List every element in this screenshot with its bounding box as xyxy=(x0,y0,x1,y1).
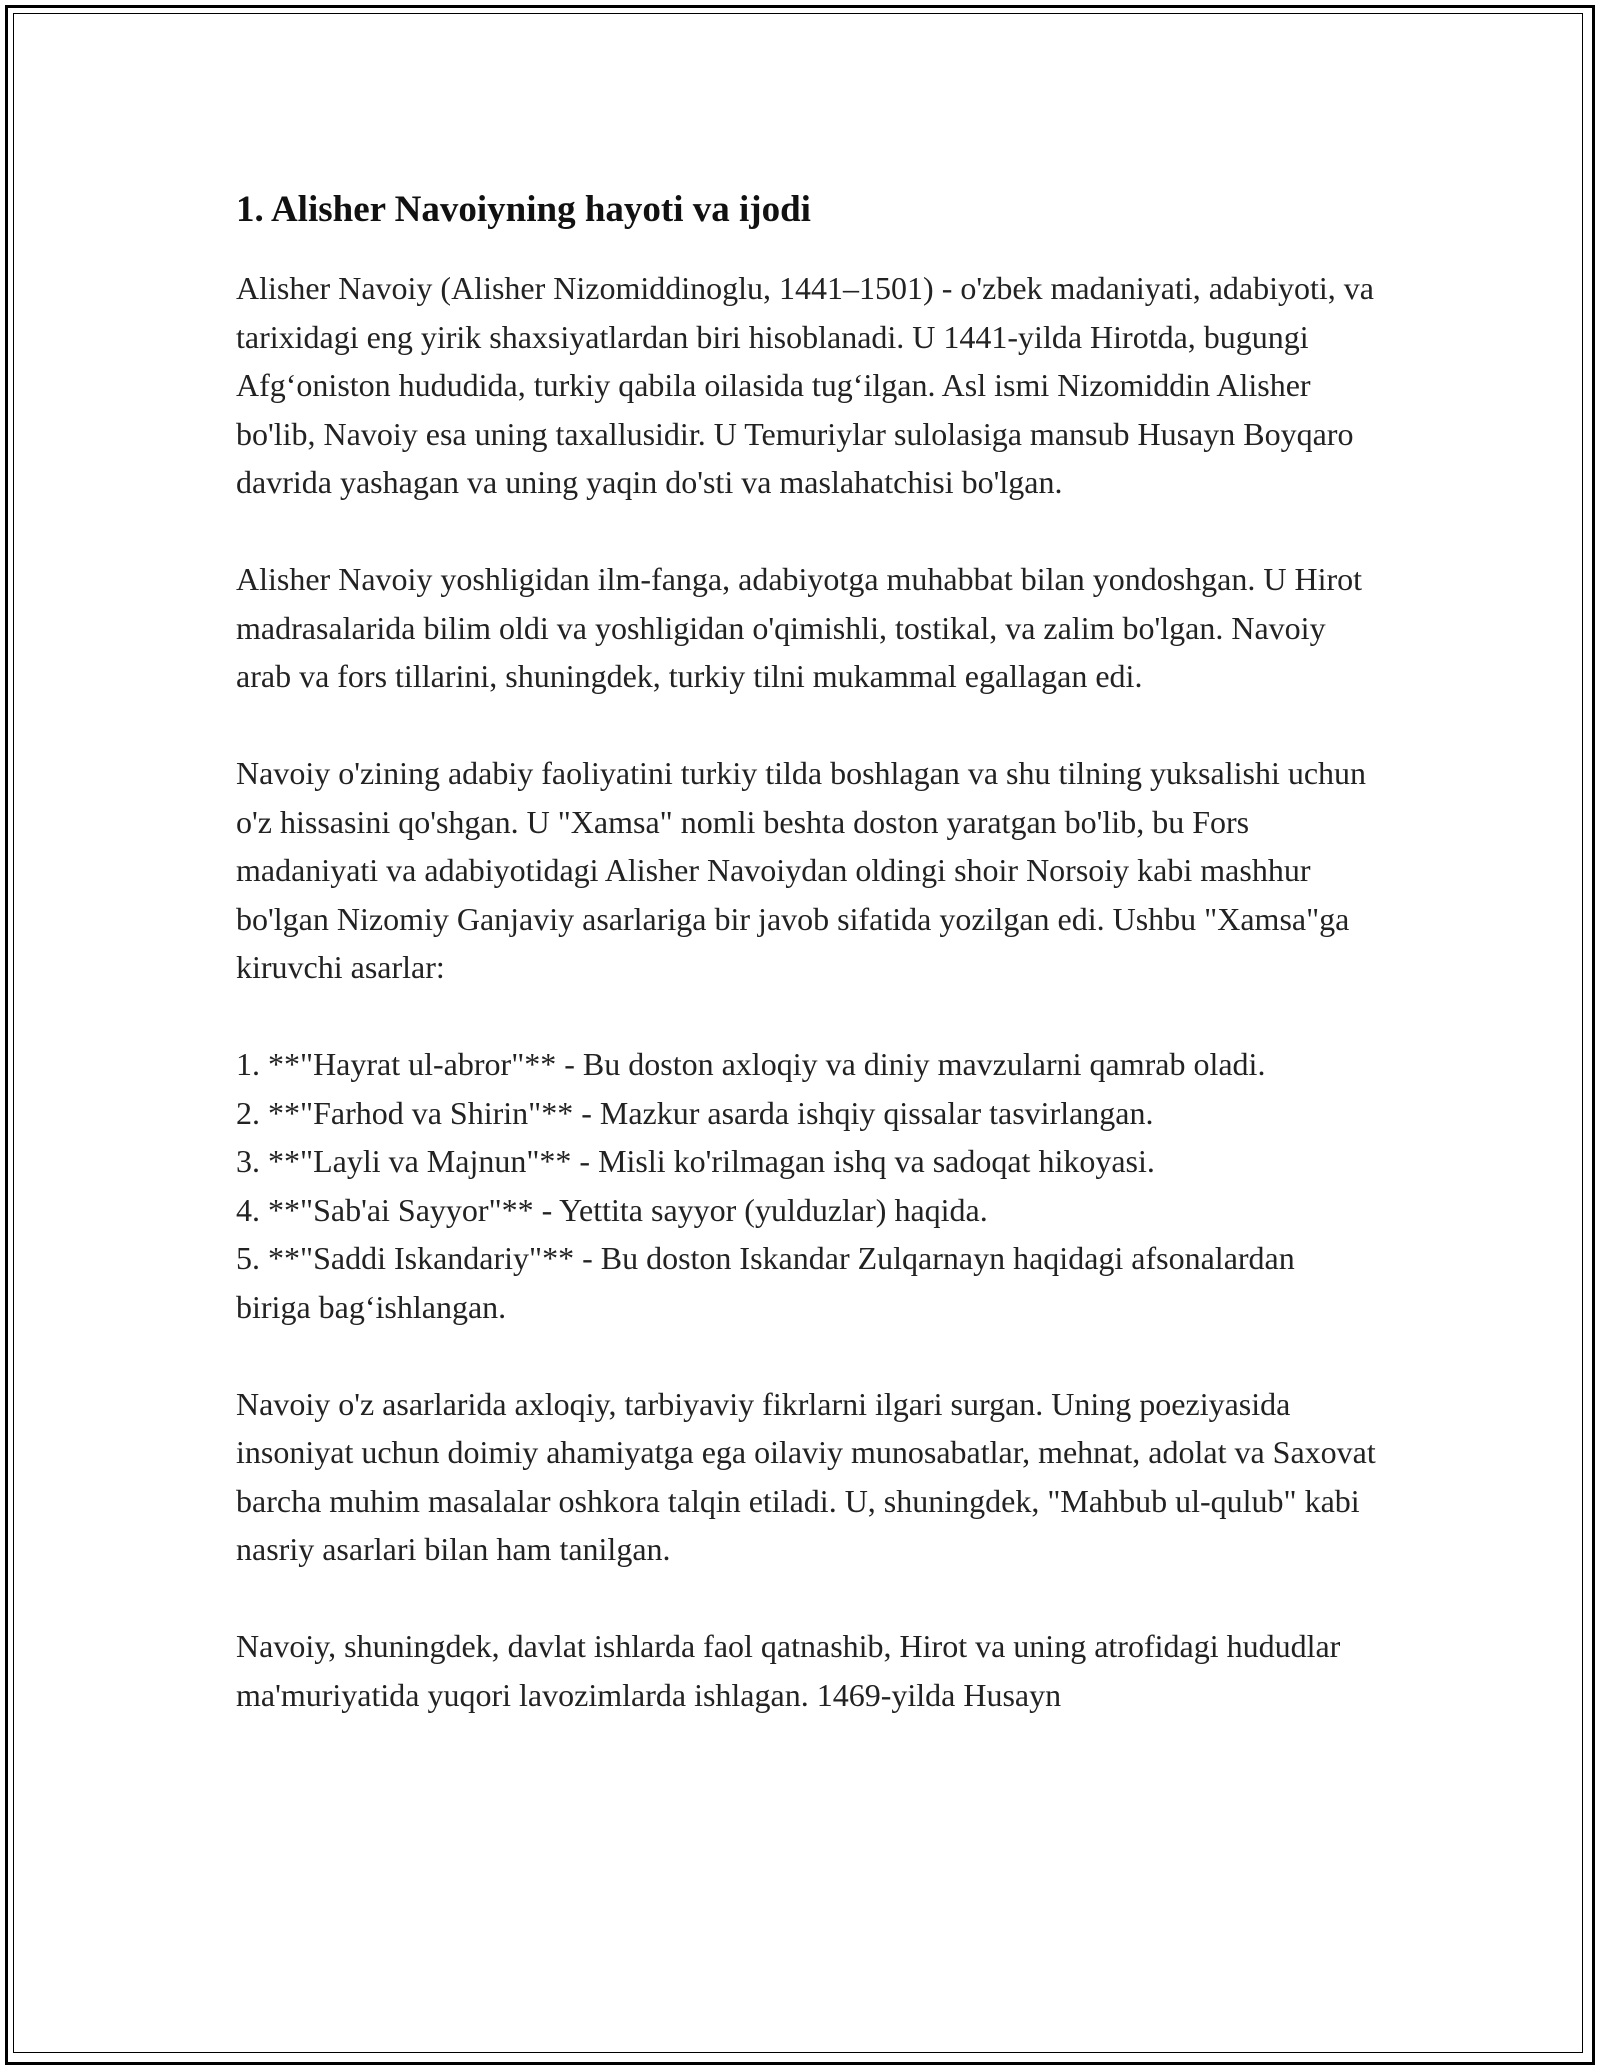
list-item: 3. **"Layli va Majnun"** - Misli ko'rilmagan ishq va sadoqat hikoyasi. xyxy=(236,1143,1155,1179)
paragraph-biography: Alisher Navoiy (Alisher Nizomiddinoglu, 1441–1501) - o'zbek madaniyati, adabiyoti, va tarixidagi eng yirik shaxsiyatlardan biri hisoblanadi. U 1441-yilda Hirotda, bugungi Afg‘oniston hududida, turkiy qabila oilasida tug‘ilgan. Asl ismi Nizomiddin Alisher bo'lib, Navoiy esa uning taxallusidir. U Temuriylar sulolasiga mansub Husayn Boyqaro davrida yashagan va uning yaqin do'sti va maslahatchisi bo'lgan. xyxy=(236,270,1374,500)
list-item: 2. **"Farhod va Shirin"** - Mazkur asarda ishqiy qissalar tasvirlangan. xyxy=(236,1094,1154,1131)
paragraph-education: Alisher Navoiy yoshligidan ilm-fanga, adabiyotga muhabbat bilan yondoshgan. U Hirot madrasalarida bilim oldi va yoshligidan o'qimishli, tostikal, va zalim bo'lgan. Navoiy arab va fors tillarini, shuningdek, turkiy tilni mukammal egallagan edi. xyxy=(236,561,1362,694)
document-title: 1. Alisher Navoiyning hayoti va ijodi xyxy=(236,189,811,230)
document-body xyxy=(236,186,1376,1768)
paragraph-literary-activity: Navoiy o'zining adabiy faoliyatini turkiy tilda boshlagan va shu tilning yuksalishi uchun o'z hissasini qo'shgan. U "Xamsa" nomli beshta doston yaratgan bo'lib, bu Fors madaniyati va adabiyotidagi Alisher Navoiydan oldingi shoir Norsoiy kabi mashhur bo'lgan Nizomiy Ganjaviy asarlariga bir javob sifatida yozilgan edi. Ushbu "Xamsa"ga kiruvchi asarlar: xyxy=(236,755,1367,985)
paragraph-themes: Navoiy o'z asarlarida axloqiy, tarbiyaviy fikrlarni ilgari surgan. Uning poeziyasida insoniyat uchun doimiy ahamiyatga ega oilaviy munosabatlar, mehnat, adolat va Saxovat barcha muhim masalalar oshkora talqin etiladi. U, shuningdek, "Mahbub ul-qulub" kabi nasriy asarlari bilan ham tanilgan. xyxy=(236,1385,1376,1567)
paragraph-state-affairs: Navoiy, shuningdek, davlat ishlarda faol qatnashib, Hirot va uning atrofidagi hududlar ma'muriyatida yuqori lavozimlarda ishlagan. 1469-yilda Husayn xyxy=(236,1628,1341,1713)
list-item: 5. **"Saddi Iskandariy"** - Bu doston Iskandar Zulqarnayn haqidagi afsonalardan biriga bag‘ishlangan. xyxy=(236,1240,1295,1325)
list-item: 1. **"Hayrat ul-abror"** - Bu doston axloqiy va diniy mavzularni qamrab oladi. xyxy=(236,1046,1266,1082)
xamsa-works-list xyxy=(236,1040,1376,1331)
list-item: 4. **"Sab'ai Sayyor"** - Yettita sayyor (yulduzlar) haqida. xyxy=(236,1191,988,1228)
